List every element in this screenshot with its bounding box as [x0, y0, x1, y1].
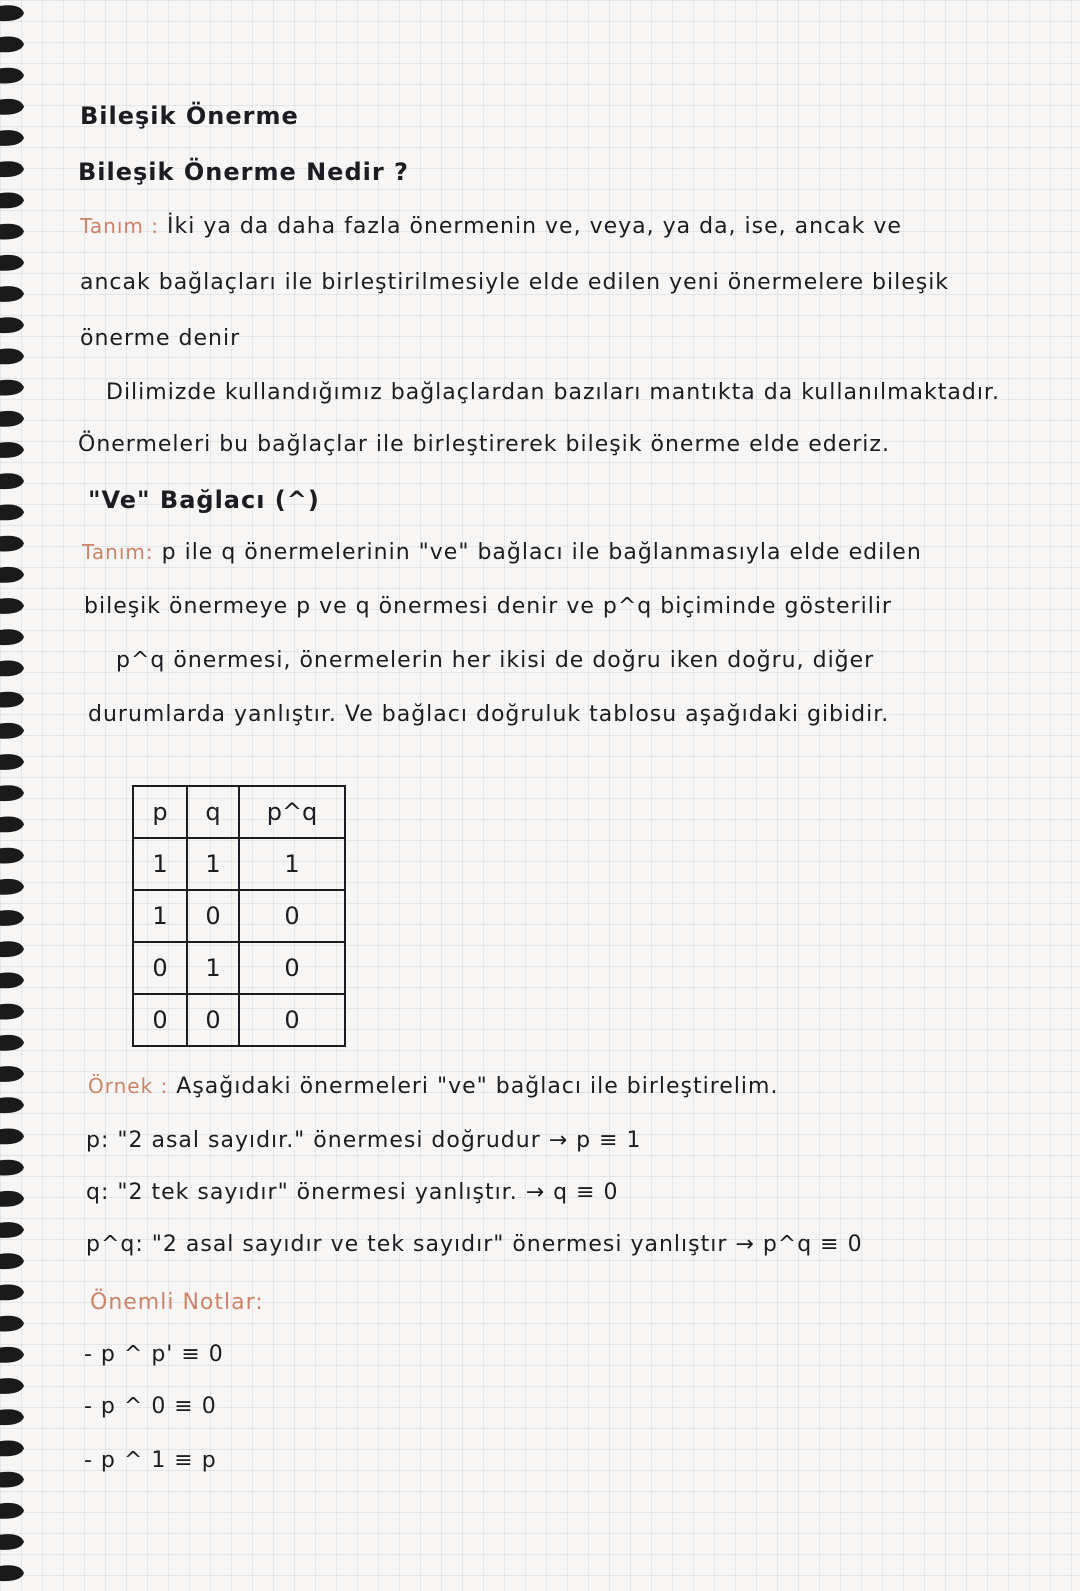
table-cell: 0 — [239, 994, 345, 1046]
spiral-loop — [0, 785, 24, 801]
spiral-loop — [0, 1004, 24, 1020]
spiral-loop — [0, 629, 24, 645]
table-cell: 1 — [133, 838, 187, 890]
section-question: Bileşik Önerme Nedir ? — [78, 158, 409, 186]
spiral-loop — [0, 1253, 24, 1269]
spiral-loop — [0, 37, 24, 53]
spiral-loop — [0, 723, 24, 739]
spiral-loop — [0, 817, 24, 833]
spiral-loop — [0, 193, 24, 209]
table-cell: 1 — [133, 890, 187, 942]
definition-2-line-4: durumlarda yanlıştır. Ve bağlacı doğruluk tablosu aşağıdaki gibidir. — [88, 702, 890, 727]
spiral-loop — [0, 1534, 24, 1550]
spiral-loop — [0, 692, 24, 708]
table-cell: 1 — [187, 838, 239, 890]
header-p-and-q: p^q — [239, 786, 345, 838]
spiral-loop — [0, 941, 24, 957]
spiral-loop — [0, 848, 24, 864]
spiral-loop — [0, 1222, 24, 1238]
spiral-loop — [0, 1378, 24, 1394]
header-q: q — [187, 786, 239, 838]
spiral-loop — [0, 317, 24, 333]
notes-heading: Önemli Notlar: — [90, 1290, 264, 1315]
table-row — [133, 838, 345, 890]
definition-1-line-1 — [80, 214, 902, 239]
spiral-loop — [0, 1472, 24, 1488]
spiral-loop — [0, 536, 24, 552]
example-label: Örnek : — [88, 1074, 169, 1098]
spiral-loop — [0, 473, 24, 489]
spiral-loop — [0, 1409, 24, 1425]
example-intro-text: Aşağıdaki önermeleri "ve" bağlacı ile birleştirelim. — [176, 1074, 779, 1099]
paragraph-line-2: Önermeleri bu bağlaçlar ile birleştirerek bileşik önerme elde ederiz. — [78, 432, 890, 457]
definition-2-line-1 — [82, 540, 922, 565]
spiral-loop — [0, 754, 24, 770]
header-p: p — [133, 786, 187, 838]
example-line-3: p^q: "2 asal sayıdır ve tek sayıdır" önermesi yanlıştır → p^q ≡ 0 — [86, 1232, 863, 1257]
spiral-loop — [0, 5, 24, 21]
table-cell: 0 — [133, 994, 187, 1046]
definition-2-line-2: bileşik önermeye p ve q önermesi denir ve p^q biçiminde gösterilir — [84, 594, 892, 619]
spiral-loop — [0, 879, 24, 895]
definition-1-line-2: ancak bağlaçları ile birleştirilmesiyle elde edilen yeni önermelere bileşik — [80, 270, 950, 295]
definition-2-line-3: p^q önermesi, önermelerin her ikisi de doğru iken doğru, diğer — [116, 648, 875, 673]
example-intro — [88, 1074, 778, 1099]
table-cell: 0 — [239, 942, 345, 994]
spiral-loop — [0, 380, 24, 396]
spiral-loop — [0, 442, 24, 458]
spiral-loop — [0, 1191, 24, 1207]
definition-2-label: Tanım: — [82, 540, 154, 564]
spiral-loop — [0, 1160, 24, 1176]
paragraph-line-1: Dilimizde kullandığımız bağlaçlardan bazıları mantıkta da kullanılmaktadır. — [106, 380, 1000, 405]
spiral-loop — [0, 1129, 24, 1145]
truth-table — [132, 785, 346, 1047]
note-item: - p ^ 0 ≡ 0 — [84, 1394, 217, 1419]
spiral-loop — [0, 1441, 24, 1457]
example-line-2: q: "2 tek sayıdır" önermesi yanlıştır. → q ≡ 0 — [86, 1180, 619, 1205]
table-cell: 0 — [133, 942, 187, 994]
spiral-loop — [0, 286, 24, 302]
definition-text: İki ya da daha fazla önermenin ve, veya, ya da, ise, ancak ve — [166, 214, 902, 239]
table-row — [133, 890, 345, 942]
spiral-loop — [0, 1503, 24, 1519]
spiral-loop — [0, 505, 24, 521]
spiral-loop — [0, 161, 24, 177]
table-cell: 0 — [239, 890, 345, 942]
table-row — [133, 942, 345, 994]
spiral-loop — [0, 68, 24, 84]
notebook-spiral-binding — [0, 0, 30, 1591]
spiral-loop — [0, 1097, 24, 1113]
truth-table-header — [133, 786, 345, 838]
definition-2-text: p ile q önermelerinin "ve" bağlacı ile bağlanmasıyla elde edilen — [161, 540, 922, 565]
spiral-loop — [0, 1347, 24, 1363]
table-row — [133, 994, 345, 1046]
spiral-loop — [0, 1285, 24, 1301]
spiral-loop — [0, 255, 24, 271]
page-title: Bileşik Önerme — [80, 102, 299, 130]
table-cell: 1 — [187, 942, 239, 994]
table-cell: 1 — [239, 838, 345, 890]
spiral-loop — [0, 1066, 24, 1082]
spiral-loop — [0, 1565, 24, 1581]
spiral-loop — [0, 661, 24, 677]
spiral-loop — [0, 411, 24, 427]
note-item: - p ^ p' ≡ 0 — [84, 1342, 224, 1367]
example-line-1: p: "2 asal sayıdır." önermesi doğrudur → p ≡ 1 — [86, 1128, 642, 1153]
table-cell: 0 — [187, 890, 239, 942]
spiral-loop — [0, 1035, 24, 1051]
definition-1-line-3: önerme denir — [80, 326, 241, 351]
spiral-loop — [0, 1316, 24, 1332]
table-cell: 0 — [187, 994, 239, 1046]
spiral-loop — [0, 973, 24, 989]
spiral-loop — [0, 224, 24, 240]
spiral-loop — [0, 567, 24, 583]
definition-label: Tanım : — [80, 214, 159, 238]
spiral-loop — [0, 99, 24, 115]
and-connective-heading: "Ve" Bağlacı (^) — [88, 486, 320, 514]
spiral-loop — [0, 598, 24, 614]
spiral-loop — [0, 910, 24, 926]
spiral-loop — [0, 130, 24, 146]
note-item: - p ^ 1 ≡ p — [84, 1448, 217, 1473]
spiral-loop — [0, 349, 24, 365]
